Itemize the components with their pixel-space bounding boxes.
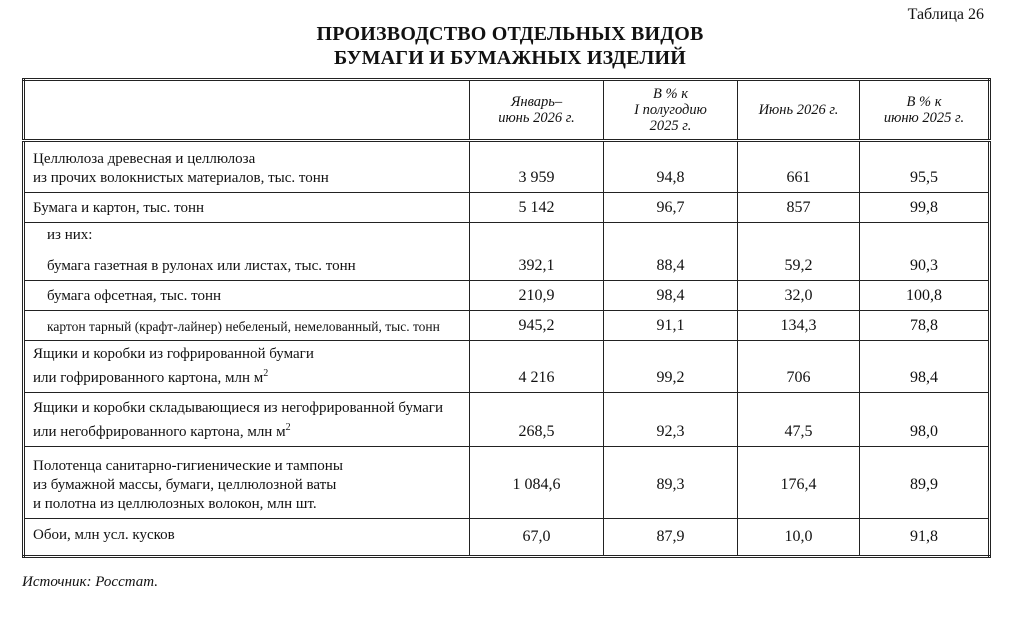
title-line-1: ПРОИЗВОДСТВО ОТДЕЛЬНЫХ ВИДОВ [316,23,704,45]
title-line-2: БУМАГИ И БУМАЖНЫХ ИЗДЕЛИЙ [333,47,687,69]
cell-jan-jun: 392,1 [470,249,604,281]
cell-june: 661 [738,141,860,193]
cell-pct-june: 98,0 [860,393,990,447]
cell-jan-jun: 1 084,6 [470,447,604,519]
cell-pct-h1: 99,2 [604,341,738,393]
cell-jan-jun: 210,9 [470,281,604,311]
cell-june: 59,2 [738,249,860,281]
cell-jan-jun: 67,0 [470,519,604,557]
cell-pct-h1: 88,4 [604,249,738,281]
cell-pct-h1: 96,7 [604,193,738,223]
header-label-column [24,80,470,141]
row-label: Обои, млн усл. кусков [24,519,470,557]
cell-june: 10,0 [738,519,860,557]
header-pct-june-2025: В % к июню 2025 г. [860,80,990,141]
cell-pct-june: 90,3 [860,249,990,281]
cell-june: 32,0 [738,281,860,311]
source-note: Источник: Росстат. [22,574,159,590]
cell-jan-jun: 4 216 [470,341,604,393]
cell-june: 857 [738,193,860,223]
row-label: картон тарный (крафт-лайнер) небеленый, немелованный, тыс. тонн [24,311,470,341]
row-label: Целлюлоза древесная и целлюлоза из прочих волокнистых материалов, тыс. тонн [24,141,470,193]
table-number: Таблица 26 [907,6,984,23]
table-row [24,193,990,223]
table-row [24,249,990,281]
cell-pct-june: 91,8 [860,519,990,557]
cell-pct-june: 89,9 [860,447,990,519]
row-label: Ящики и коробки складывающиеся из негофрированной бумаги или негобфрированного картона, млн $м^2$ [24,393,470,447]
table-row [24,393,990,447]
cell-pct-june: 100,8 [860,281,990,311]
header-june-2026: Июнь 2026 г. [738,80,860,141]
header-jan-jun-2026: Январь– июнь 2026 г. [470,80,604,141]
cell-jan-jun: 268,5 [470,393,604,447]
production-table [22,78,991,558]
table-header-row [24,80,990,141]
cell-pct-h1: 91,1 [604,311,738,341]
row-label: бумага газетная в рулонах или листах, тыс. тонн [24,249,470,281]
cell-june: 134,3 [738,311,860,341]
cell-june: 176,4 [738,447,860,519]
cell-june: 706 [738,341,860,393]
page-title [0,22,1024,70]
cell-june: 47,5 [738,393,860,447]
cell-pct-june: 99,8 [860,193,990,223]
cell-pct-h1: 94,8 [604,141,738,193]
cell-jan-jun: 5 142 [470,193,604,223]
table-row [24,447,990,519]
cell-pct-june: 98,4 [860,341,990,393]
row-label: Полотенца санитарно-гигиенические и тампоны из бумажной массы, бумаги, целлюлозной ваты и полотна из целлюлозных волокон, млн шт. [24,447,470,519]
cell-pct-h1: 92,3 [604,393,738,447]
table-row [24,141,990,193]
cell-pct-h1: 87,9 [604,519,738,557]
cell-pct-h1: 98,4 [604,281,738,311]
cell-jan-jun: 3 959 [470,141,604,193]
table-row [24,223,990,249]
header-pct-h1-2025: В % к I полугодию 2025 г. [604,80,738,141]
cell-pct-june: 78,8 [860,311,990,341]
table-row [24,311,990,341]
table-row [24,341,990,393]
row-label: из них: [24,223,470,249]
row-label: бумага офсетная, тыс. тонн [24,281,470,311]
row-label: Ящики и коробки из гофрированной бумаги или гофрированного картона, млн $м^2$ [24,341,470,393]
cell-jan-jun: 945,2 [470,311,604,341]
cell-pct-h1: 89,3 [604,447,738,519]
row-label: Бумага и картон, тыс. тонн [24,193,470,223]
table-row [24,519,990,557]
table-row [24,281,990,311]
cell-pct-june: 95,5 [860,141,990,193]
